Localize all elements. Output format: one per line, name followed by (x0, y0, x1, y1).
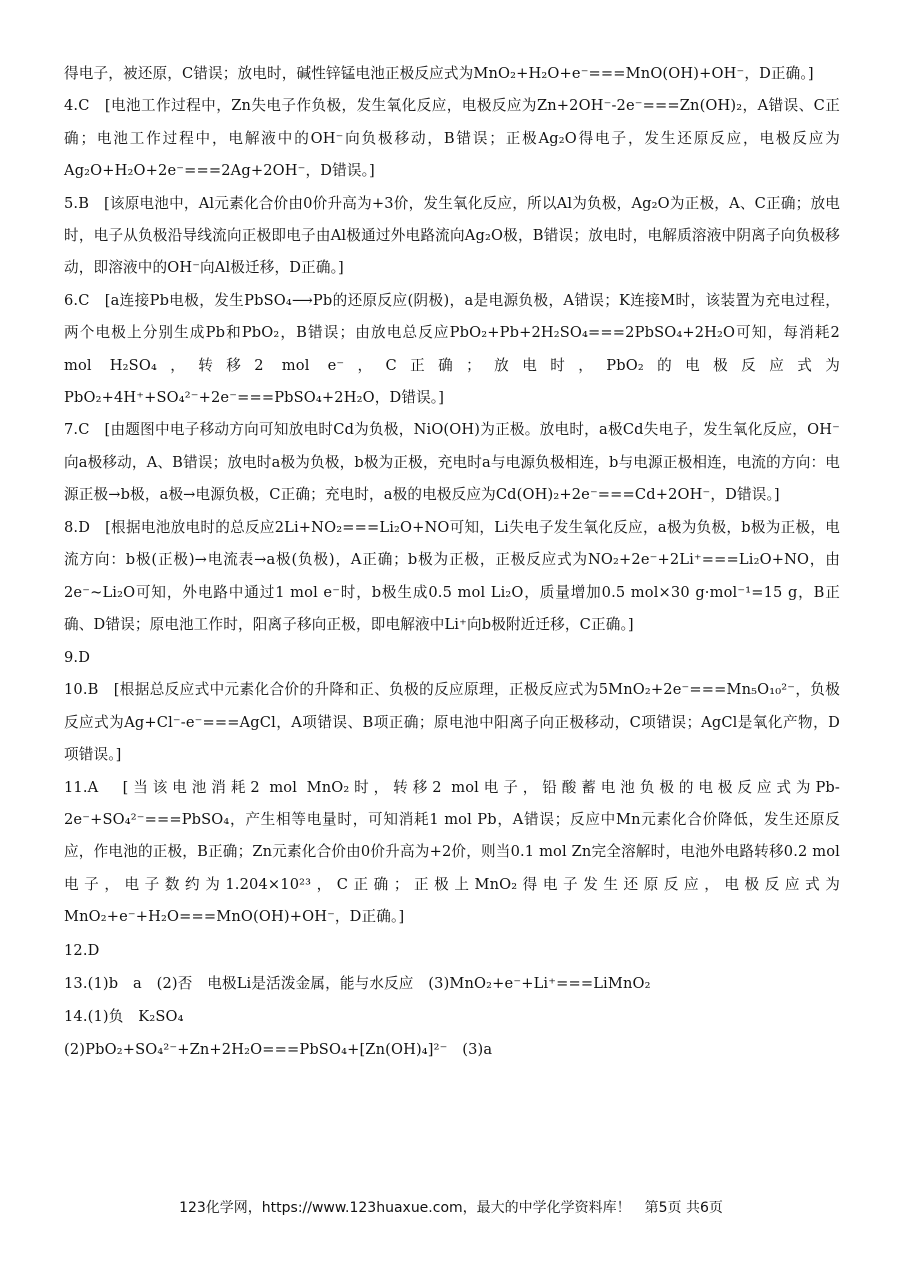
answer-12: 12.D (64, 941, 100, 959)
answer-content (64, 58, 840, 1066)
answer-10: 10.B [根据总反应式中元素化合价的升降和正、负极的反应原理，正极反应式为5MnO₂+2e⁻===Mn₅O₁₀²⁻，负极反应式为Ag+Cl⁻-e⁻===AgCl，A项错误、B项正确；原电池中阳离子向正极移动，C项错误；AgCl是氧化产物，D项错误。] (64, 681, 840, 764)
answer-14-part1: 14.(1)负 K₂SO₄ (64, 1007, 184, 1025)
answer-6: 6.C [a连接Pb电极，发生PbSO₄⟶Pb的还原反应(阴极)，a是电源负极，A错误；K连接M时，该装置为充电过程，两个电极上分别生成Pb和PbO₂，B错误；由放电总反应PbO₂+Pb+2H₂SO₄===2PbSO₄+2H₂O可知，每消耗2 mol H₂SO₄，转移2 mol e⁻，C正确；放电时，PbO₂的电极反应式为PbO₂+4H⁺+SO₄²⁻+2e⁻===PbSO₄+2H₂O，D错误。] (64, 291, 840, 407)
answer-3-continuation: 得电子，被还原，C错误；放电时，碱性锌锰电池正极反应式为MnO₂+H₂O+e⁻===MnO(OH)+OH⁻，D正确。] (64, 65, 814, 82)
page-footer: 123化学网，https://www.123huaxue.com，最大的中学化学资料库！ 第5页 共6页 (179, 1200, 723, 1216)
answer-7: 7.C [由题图中电子移动方向可知放电时Cd为负极，NiO(OH)为正极。放电时，a极Cd失电子，发生氧化反应，OH⁻向a极移动，A、B错误；放电时a极为负极，b极为正极，充电时a与电源负极相连，b与电源正极相连，电流的方向：电源正极→b极，a极→电源负极，C正确；充电时，a极的电极反应为Cd(OH)₂+2e⁻===Cd+2OH⁻，D错误。] (64, 421, 840, 504)
answer-11: 11.A [当该电池消耗2 mol MnO₂时，转移2 mol电子，铅酸蓄电池负极的电极反应式为Pb-2e⁻+SO₄²⁻===PbSO₄，产生相等电量时，可知消耗1 mol Pb，A错误；反应中Mn元素化合价降低，发生还原反应，作电池的正极，B正确；Zn元素化合价由0价升高为+2价，则当0.1 mol Zn完全溶解时，电池外电路转移0.2 mol电子，电子数约为1.204×10²³，C正确；正极上MnO₂得电子发生还原反应，电极反应式为MnO₂+e⁻+H₂O===MnO(OH)+OH⁻，D正确。] (64, 778, 840, 926)
answer-14-part2: (2)PbO₂+SO₄²⁻+Zn+2H₂O===PbSO₄+[Zn(OH)₄]²⁻ (3)a (64, 1040, 493, 1058)
answer-9: 9.D (64, 649, 91, 667)
answer-8: 8.D [根据电池放电时的总反应2Li+NO₂===Li₂O+NO可知，Li失电子发生氧化反应，a极为负极，b极为正极，电流方向：b极(正极)→电流表→a极(负极)，A正确；b极为正极，正极反应式为NO₂+2e⁻+2Li⁺===Li₂O+NO，由2e⁻~Li₂O可知，外电路中通过1 mol e⁻时，b极生成0.5 mol Li₂O，质量增加0.5 mol×30 g·mol⁻¹=15 g，B正确、D错误；原电池工作时，阳离子移向正极，即电解液中Li⁺向b极附近迁移，C正确。] (64, 518, 840, 633)
answer-5: 5.B [该原电池中，Al元素化合价由0价升高为+3价，发生氧化反应，所以Al为负极，Ag₂O为正极，A、C正确；放电时，电子从负极沿导线流向正极即电子由Al极通过外电路流向Ag₂O极，B错误；放电时，电解质溶液中阴离子向负极移动，即溶液中的OH⁻向Al极迁移，D正确。] (64, 194, 840, 277)
answer-13: 13.(1)b a (2)否 电极Li是活泼金属，能与水反应 (3)MnO₂+e⁻+Li⁺===LiMnO₂ (64, 974, 651, 992)
answer-4: 4.C [电池工作过程中，Zn失电子作负极，发生氧化反应，电极反应为Zn+2OH⁻-2e⁻===Zn(OH)₂，A错误、C正确；电池工作过程中，电解液中的OH⁻向负极移动，B错误；正极Ag₂O得电子，发生还原反应，电极反应为Ag₂O+H₂O+2e⁻===2Ag+2OH⁻，D错误。] (64, 97, 840, 180)
